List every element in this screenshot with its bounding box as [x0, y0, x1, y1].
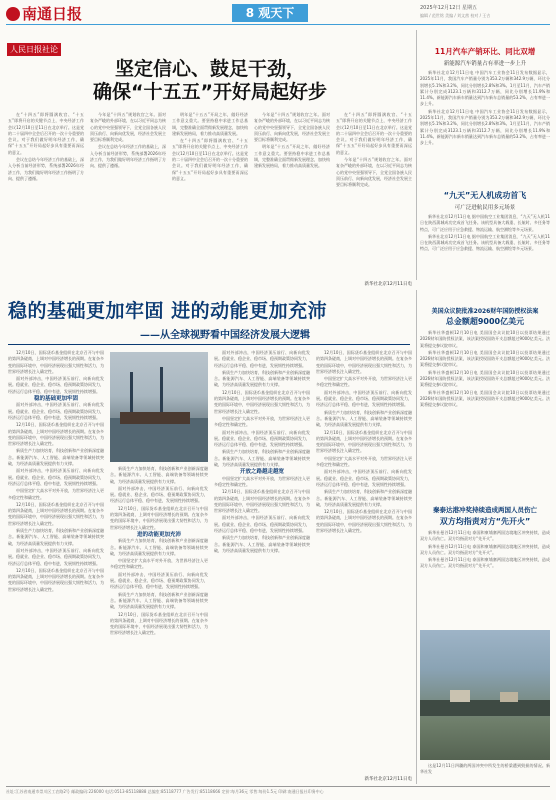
feature-rule: [8, 344, 410, 345]
feature-column-4: 12月10日，国际货币基金组织在北京召开与中国的第四条磋商，上调对中国经济增长的预期。在复杂多变的国际环境中，中国经济展现出强大韧性和活力，为世界经济增长注入确定性。 中国坚定扩大高水平对外开放，为世界经济注入更多稳定性和确定性。 面对外部冲击，中国经济顶压前行、向新向优发展。稳就业、稳企业、稳市场、稳预期政策协同发力，经济运行总体平稳、稳中有进，发展韧性持续增强。 新质生产力加快培育，科技创新和产业创新深度融合。新能源汽车、人工智能、高端装备等领域持续突破，为经济高质量发展提供有力支撑。 12月10日，国际货币基金组织在北京召开与中国的第四条磋商，上调对中国经济增长的预期。在复杂多变的国际环境中，中国经济展现出强大韧性和活力，为世界经济增长注入确定性。 中国坚定扩大高水平对外开放，为世界经济注入更多稳定性和确定性。 面对外部冲击，中国经济顶压前行、向新向优发展。稳就业、稳企业、稳市场、稳预期政策协同发力，经济运行总体平稳、稳中有进，发展韧性持续增强。 新质生产力加快培育，科技创新和产业创新深度融合。新能源汽车、人工智能、高端装备等领域持续突破，为经济高质量发展提供有力支撑。 12月10日，国际货币基金组织在北京召开与中国的第四条磋商，上调对中国经济增长的预期。在复杂多变的国际环境中，中国经济展现出强大韧性和活力，为世界经济增长注入确定性。: [316, 350, 412, 534]
footer-info: 社址:江苏省南通市崇川区工农路2号 邮政编码:226000 电话:0513-85118888 总编室:85118777 广告发行:85118666 定价:每月36元 零售:每份1.5元 印刷:南通日报社印务中心: [6, 789, 324, 794]
column-divider: [416, 30, 417, 280]
feature-subhead-2: 进的动能更加充沛: [136, 531, 181, 538]
brief-3-subtitle: 总金额超9000亿美元: [445, 317, 525, 326]
article-column-1: 在“十四五”即将圆满收官、“十五五”即将开启的关键节点上，中央经济工作会议12月10日至11日在北京举行。这是党的二十届四中全会后召开的一次十分重要的会议。对于我们做好明年经济工作，确保“十五五”开好局起好步具有重要而深远的意义。 会议在总结今年经济工作的基础上，深入分析当前经济形势，系统部署2026年经济工作，为我们做好明年经济工作指明了方向、提供了遵循。: [8, 112, 84, 181]
brief-4-body: 新华社曼谷12月11日电 泰国和柬埔寨两国边境地区冲突持续，造成双方人员伤亡。双方均指责对方“先开火”。 新华社曼谷12月11日电 泰国和柬埔寨两国边境地区冲突持续，造成双方人员伤亡。双方均指责对方“先开火”。 新华社曼谷12月11日电 泰国和柬埔寨两国边境地区冲突持续，造成双方人员伤亡。双方均指责对方“先开火”。: [420, 530, 550, 569]
section-tab[interactable]: 8 观天下: [232, 4, 308, 22]
footer-rule: [6, 786, 550, 787]
feature-column-2: 新质生产力加快培育，科技创新和产业创新深度融合。新能源汽车、人工智能、高端装备等领域持续突破，为经济高质量发展提供有力支撑。 面对外部冲击，中国经济顶压前行、向新向优发展。稳就业、稳企业、稳市场、稳预期政策协同发力，经济运行总体平稳、稳中有进，发展韧性持续增强。 12月10日，国际货币基金组织在北京召开与中国的第四条磋商，上调对中国经济增长的预期。在复杂多变的国际环境中，中国经济展现出强大韧性和活力，为世界经济增长注入确定性。 进的动能更加充沛 新质生产力加快培育，科技创新和产业创新深度融合。新能源汽车、人工智能、高端装备等领域持续突破，为经济高质量发展提供有力支撑。 中国坚定扩大高水平对外开放，为世界经济注入更多稳定性和确定性。 面对外部冲击，中国经济顶压前行、向新向优发展。稳就业、稳企业、稳市场、稳预期政策协同发力，经济运行总体平稳、稳中有进，发展韧性持续增强。 新质生产力加快培育，科技创新和产业创新深度融合。新能源汽车、人工智能、高端装备等领域持续突破，为经济高质量发展提供有力支撑。 12月10日，国际货币基金组织在北京召开与中国的第四条磋商，上调对中国经济增长的预期。在复杂多变的国际环境中，中国经济展现出强大韧性和活力，为世界经济增长注入确定性。: [110, 466, 208, 636]
feature-column-1: 12月10日，国际货币基金组织在北京召开与中国的第四条磋商，上调对中国经济增长的预期。在复杂多变的国际环境中，中国经济展现出强大韧性和活力，为世界经济增长注入确定性。 面对外部冲击，中国经济顶压前行、向新向优发展。稳就业、稳企业、稳市场、稳预期政策协同发力，经济运行总体平稳、稳中有进，发展韧性持续增强。 稳的基础更加牢固 面对外部冲击，中国经济顶压前行、向新向优发展。稳就业、稳企业、稳市场、稳预期政策协同发力，经济运行总体平稳、稳中有进，发展韧性持续增强。 12月10日，国际货币基金组织在北京召开与中国的第四条磋商，上调对中国经济增长的预期。在复杂多变的国际环境中，中国经济展现出强大韧性和活力，为世界经济增长注入确定性。 新质生产力加快培育，科技创新和产业创新深度融合。新能源汽车、人工智能、高端装备等领域持续突破，为经济高质量发展提供有力支撑。 面对外部冲击，中国经济顶压前行、向新向优发展。稳就业、稳企业、稳市场、稳预期政策协同发力，经济运行总体平稳、稳中有进，发展韧性持续增强。 中国坚定扩大高水平对外开放，为世界经济注入更多稳定性和确定性。 12月10日，国际货币基金组织在北京召开与中国的第四条磋商，上调对中国经济增长的预期。在复杂多变的国际环境中，中国经济展现出强大韧性和活力，为世界经济增长注入确定性。 新质生产力加快培育，科技创新和产业创新深度融合。新能源汽车、人工智能、高端装备等领域持续突破，为经济高质量发展提供有力支撑。 面对外部冲击，中国经济顶压前行、向新向优发展。稳就业、稳企业、稳市场、稳预期政策协同发力，经济运行总体平稳、稳中有进，发展韧性持续增强。 12月10日，国际货币基金组织在北京召开与中国的第四条磋商，上调对中国经济增长的预期。在复杂多变的国际环境中，中国经济展现出强大韧性和活力，为世界经济增长注入确定性。: [8, 350, 104, 592]
editor-line: 编辑 / 范世铭 美编 / 刘文茜 校对 / 王吉: [420, 13, 491, 18]
feature-subhead-3: 开放之路越走越宽: [239, 469, 284, 476]
date-line: 2025年12月12日 星期五: [420, 5, 478, 11]
brief-1-body: 新华社北京12月11日电 中国汽车工业协会11日发布数据显示，2025年11月，我国汽车产销量分别为353.2万辆和342.9万辆，环比分别增长5.1%和3.2%，同比分别增长2.8%和3%。1月至11月，汽车产销累计分别完成3123.1万辆和3112.7万辆，同比分别增长11.9%和11.4%。新能源汽车新车销量达到汽车新车总销量的53.2%，占有率进一步上升。 新华社北京12月11日电 中国汽车工业协会11日发布数据显示，2025年11月，我国汽车产销量分别为353.2万辆和342.9万辆，环比分别增长5.1%和3.2%，同比分别增长2.8%和3%。1月至11月，汽车产销累计分别完成3123.1万辆和3112.7万辆，同比分别增长11.9%和11.4%。新能源汽车新车销量达到汽车新车总销量的53.2%，占有率进一步上升。: [420, 70, 550, 146]
brief-1-title[interactable]: 11月汽车产销环比、同比双增: [434, 47, 536, 56]
brief-3-title[interactable]: 美国众议院批准2026财年国防授权法案: [431, 308, 539, 315]
photo-caption: 这是12月11日四疆的两国冲突中所发生的桥梁遭到毁损的情况。新华社发: [420, 763, 550, 775]
feature-photo-port: [110, 352, 208, 462]
article-column-5: 在“十四五”即将圆满收官、“十五五”即将开启的关键节点上，中央经济工作会议12月10日至11日在北京举行。这是党的二十届四中全会后召开的一次十分重要的会议。对于我们做好明年经济工作，确保“十五五”开好局起好步具有重要而深远的意义。 今年是“十四五”规划收官之年。面对复杂严峻的外部环境，在以习近平同志为核心的党中央坚强领导下，全党全国各族人民顶压前行、向新向优发展，经济社会发展主要目标将顺利完成。: [336, 112, 412, 188]
brief-3-body: 新华社华盛顿12月10日电 美国国会众议院10日以投票结果通过2026财年国防授权法案，该法案授权国防开支总额超过9000亿美元。法案将提交参议院审议。 新华社华盛顿12月10日电 美国国会众议院10日以投票结果通过2026财年国防授权法案，该法案授权国防开支总额超过9000亿美元。法案将提交参议院审议。 新华社华盛顿12月10日电 美国国会众议院10日以投票结果通过2026财年国防授权法案，该法案授权国防开支总额超过9000亿美元。法案将提交参议院审议。 新华社华盛顿12月10日电 美国国会众议院10日以投票结果通过2026财年国防授权法案，该法案授权国防开支总额超过9000亿美元。法案将提交参议院审议。: [420, 330, 550, 408]
article-column-2: 今年是“十四五”规划收官之年。面对复杂严峻的外部环境，在以习近平同志为核心的党中央坚强领导下，全党全国各族人民顶压前行、向新向优发展，经济社会发展主要目标将顺利完成。 会议在总结今年经济工作的基础上，深入分析当前经济形势，系统部署2026年经济工作，为我们做好明年经济工作指明了方向、提供了遵循。: [90, 112, 166, 169]
brief-1-subtitle: 新能源汽车销量占有率进一步上升: [443, 61, 527, 67]
feature-subhead-1: 稳的基础更加牢固: [33, 396, 78, 403]
feature-column-3: 面对外部冲击，中国经济顶压前行、向新向优发展。稳就业、稳企业、稳市场、稳预期政策协同发力，经济运行总体平稳、稳中有进，发展韧性持续增强。 新质生产力加快培育，科技创新和产业创新深度融合。新能源汽车、人工智能、高端装备等领域持续突破，为经济高质量发展提供有力支撑。 12月10日，国际货币基金组织在北京召开与中国的第四条磋商，上调对中国经济增长的预期。在复杂多变的国际环境中，中国经济展现出强大韧性和活力，为世界经济增长注入确定性。 中国坚定扩大高水平对外开放，为世界经济注入更多稳定性和确定性。 面对外部冲击，中国经济顶压前行、向新向优发展。稳就业、稳企业、稳市场、稳预期政策协同发力，经济运行总体平稳、稳中有进，发展韧性持续增强。 新质生产力加快培育，科技创新和产业创新深度融合。新能源汽车、人工智能、高端装备等领域持续突破，为经济高质量发展提供有力支撑。 开放之路越走越宽 中国坚定扩大高水平对外开放，为世界经济注入更多稳定性和确定性。 12月10日，国际货币基金组织在北京召开与中国的第四条磋商，上调对中国经济增长的预期。在复杂多变的国际环境中，中国经济展现出强大韧性和活力，为世界经济增长注入确定性。 面对外部冲击，中国经济顶压前行、向新向优发展。稳就业、稳企业、稳市场、稳预期政策协同发力，经济运行总体平稳、稳中有进，发展韧性持续增强。 新质生产力加快培育，科技创新和产业创新深度融合。新能源汽车、人工智能、高端装备等领域持续突破，为经济高质量发展提供有力支撑。: [214, 350, 310, 553]
brief-4-photo: [420, 630, 550, 760]
article-column-4: 今年是“十四五”规划收官之年。面对复杂严峻的外部环境，在以习近平同志为核心的党中央坚强领导下，全党全国各族人民顶压前行、向新向优发展，经济社会发展主要目标将顺利完成。 明年是“十五五”开局之年，做好经济工作意义重大。要坚持稳中求进工作总基调，完整准确全面贯彻新发展理念，加快构建新发展格局，着力推动高质量发展。: [254, 112, 330, 169]
brief-4-subtitle: 双方均指责对方“先开火”: [439, 517, 531, 526]
masthead-rule: [6, 24, 550, 25]
article-column-3: 明年是“十五五”开局之年，做好经济工作意义重大。要坚持稳中求进工作总基调，完整准确全面贯彻新发展理念，加快构建新发展格局，着力推动高质量发展。 在“十四五”即将圆满收官、“十五五”即将开启的关键节点上，中央经济工作会议12月10日至11日在北京举行。这是党的二十届四中全会后召开的一次十分重要的会议。对于我们做好明年经济工作，确保“十五五”开好局起好步具有重要而深远的意义。: [172, 112, 248, 181]
brief-4-title[interactable]: 秦泰达港冲奖持续造成两国人员伤亡: [433, 506, 537, 514]
feature-byline: 新华社北京12月11日电: [364, 777, 412, 782]
brief-2-subtitle: 可广泛进航民用多元场景: [454, 205, 516, 211]
top-story-byline: 新华社北京12月11日电: [364, 282, 412, 287]
feature-subheadline: ——从全球视野看中国经济发展大逻辑: [140, 330, 310, 341]
headline-line-1[interactable]: 坚定信心、鼓足干劲，: [114, 58, 305, 80]
brief-2-title[interactable]: “九天”无人机成功首飞: [443, 191, 527, 200]
headline-line-2[interactable]: 确保“十五五”开好局起好步: [93, 81, 327, 103]
brief-2-body: 新华社北京12月11日电 据中国航空工业集团消息，“九天”无人机11日在陕西蒲城成功完成首飞任务。该机型具备大载重、长航时、多任务等特点，可广泛应用于应急救援、物流运输、航空测绘等多元场景。 新华社北京12月11日电 据中国航空工业集团消息，“九天”无人机11日在陕西蒲城成功完成首飞任务。该机型具备大载重、长航时、多任务等特点，可广泛应用于应急救援、物流运输、航空测绘等多元场景。: [420, 214, 550, 252]
column-divider-lower: [416, 290, 417, 784]
column-tag: 人民日报社论: [7, 43, 61, 56]
newspaper-logo-icon: [6, 7, 20, 21]
feature-headline[interactable]: 稳的基础更加牢固 进的动能更加充沛: [8, 300, 328, 322]
newspaper-logo: 南通日报: [22, 5, 83, 23]
